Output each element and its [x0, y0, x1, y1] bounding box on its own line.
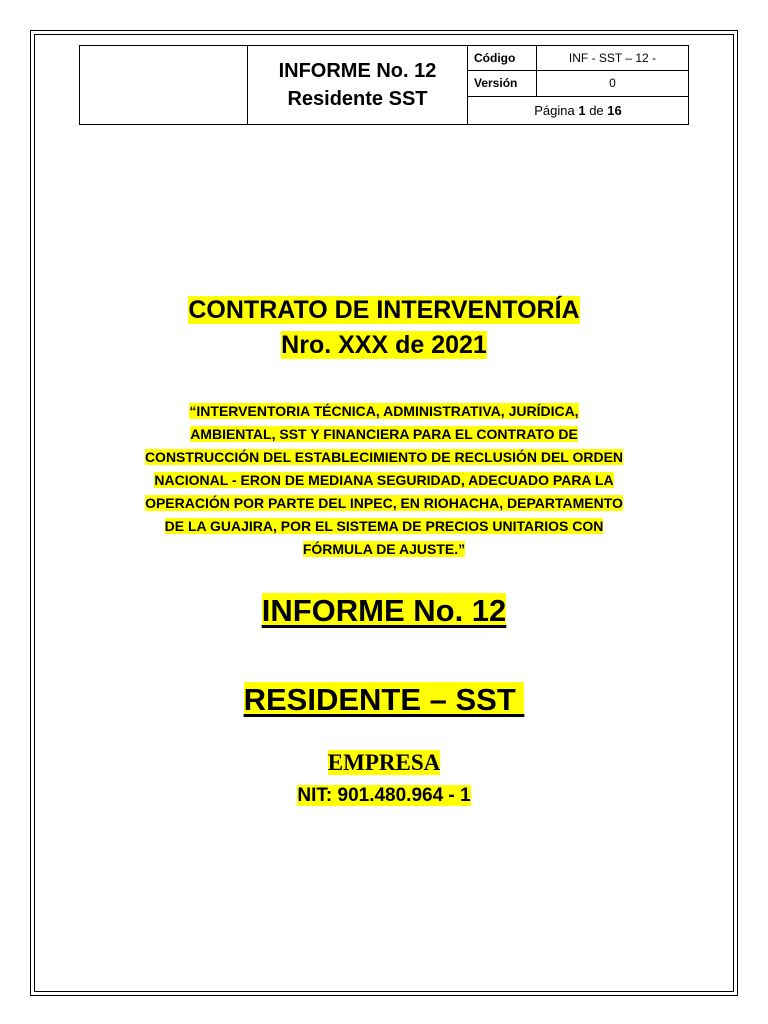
logo-placeholder-cell: [80, 46, 248, 125]
header-title-cell: [248, 46, 468, 125]
report-role-text: RESIDENTE – SST: [243, 682, 525, 717]
contract-title-line1: CONTRATO DE INTERVENTORÍA: [188, 296, 580, 324]
version-label: Versión: [468, 71, 537, 96]
company-name: [60, 748, 708, 778]
object-line: CONSTRUCCIÓN DEL ESTABLECIMIENTO DE RECLUSIÓN DEL ORDEN: [144, 449, 624, 465]
object-line: “INTERVENTORIA TÉCNICA, ADMINISTRATIVA, JURÍDICA,: [189, 403, 579, 419]
header-title-line2: Residente SST: [287, 88, 428, 110]
page-of: de: [589, 102, 604, 118]
codigo-value: INF - SST – 12 -: [537, 46, 689, 71]
object-line: DE LA GUAJIRA, POR EL SISTEMA DE PRECIOS UNITARIOS CON: [164, 518, 604, 534]
report-number-heading: [60, 591, 708, 631]
company-nit-text: NIT: 901.480.964 - 1: [297, 785, 471, 806]
version-value: 0: [537, 71, 689, 96]
object-line: FÓRMULA DE AJUSTE.”: [302, 541, 466, 557]
report-role-heading: [60, 680, 708, 720]
object-line: AMBIENTAL, SST Y FINANCIERA PARA EL CONTRATO DE: [190, 426, 578, 442]
report-number-text: INFORME No. 12: [261, 593, 507, 628]
company-name-text: EMPRESA: [327, 750, 441, 775]
page-prefix: Página: [534, 102, 575, 118]
page-number-cell: [468, 96, 689, 124]
contract-title-line2: Nro. XXX de 2021: [281, 331, 487, 359]
codigo-label: Código: [468, 46, 537, 71]
page-current: 1: [578, 102, 586, 118]
company-nit: [60, 783, 708, 809]
contract-object-text: [60, 400, 708, 561]
page-total: 16: [607, 102, 622, 118]
document-header-table: [79, 45, 689, 125]
object-line: NACIONAL - ERON DE MEDIANA SEGURIDAD, ADECUADO PARA LA: [154, 472, 614, 488]
header-title-line1: INFORME No. 12: [278, 60, 437, 82]
contract-title: [60, 293, 708, 363]
object-line: OPERACIÓN POR PARTE DEL INPEC, EN RIOHACHA, DEPARTAMENTO: [145, 495, 623, 511]
